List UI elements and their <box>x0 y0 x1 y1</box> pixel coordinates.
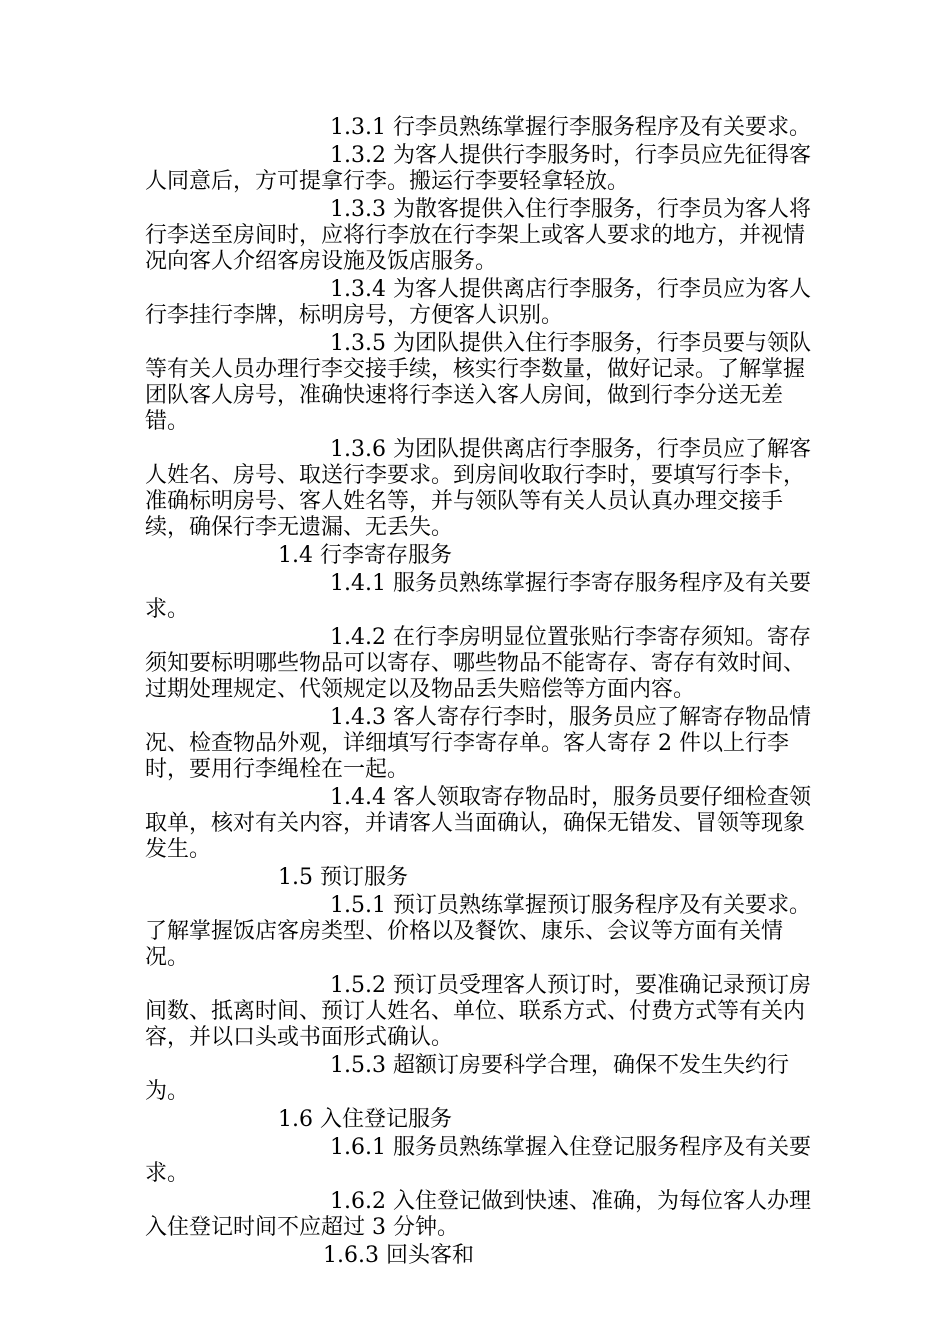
paragraph-1-3-6: 1.3.6 为团队提供离店行李服务，行李员应了解客人姓名、房号、取送行李要求。到房间收取行李时，要填写行李卡，准确标明房号、客人姓名等，并与领队等有关人员认真办理交接手续，确保行李无遗漏、无丢失。 <box>145 437 811 540</box>
paragraph-1-5-1: 1.5.1 预订员熟练掌握预订服务程序及有关要求。了解掌握饭店客房类型、价格以及餐饮、康乐、会议等方面有关情况。 <box>145 893 811 970</box>
paragraph-1-3-4: 1.3.4 为客人提供离店行李服务，行李员应为客人行李挂行李牌，标明房号，方便客人识别。 <box>145 277 811 328</box>
paragraph-1-4-1: 1.4.1 服务员熟练掌握行李寄存服务程序及有关要求。 <box>145 571 811 622</box>
paragraph-1-3-1: 1.3.1 行李员熟练掌握行李服务程序及有关要求。 <box>330 115 811 140</box>
paragraph-1-3-3: 1.3.3 为散客提供入住行李服务，行李员为客人将行李送至房间时，应将行李放在行李架上或客人要求的地方，并视情况向客人介绍客房设施及饭店服务。 <box>145 197 811 274</box>
paragraph-1-4-2: 1.4.2 在行李房明显位置张贴行李寄存须知。寄存须知要标明哪些物品可以寄存、哪些物品不能寄存、寄存有效时间、过期处理规定、代领规定以及物品丢失赔偿等方面内容。 <box>145 625 811 702</box>
paragraph-1-6-2: 1.6.2 入住登记做到快速、准确，为每位客人办理入住登记时间不应超过 3 分钟。 <box>145 1189 811 1240</box>
section-heading-1-5: 1.5 预订服务 <box>278 865 408 890</box>
paragraph-1-4-3: 1.4.3 客人寄存行李时，服务员应了解寄存物品情况、检查物品外观，详细填写行李寄存单。客人寄存 2 件以上行李时，要用行李绳栓在一起。 <box>145 705 811 782</box>
paragraph-1-4-4: 1.4.4 客人领取寄存物品时，服务员要仔细检查领取单，核对有关内容，并请客人当面确认，确保无错发、冒领等现象发生。 <box>145 785 811 862</box>
paragraph-1-3-5: 1.3.5 为团队提供入住行李服务，行李员要与领队等有关人员办理行李交接手续，核实行李数量，做好记录。了解掌握团队客人房号，准确快速将行李送入客人房间，做到行李分送无差错。 <box>145 331 811 434</box>
paragraph-1-5-2: 1.5.2 预订员受理客人预订时，要准确记录预订房间数、抵离时间、预订人姓名、单位、联系方式、付费方式等有关内容，并以口头或书面形式确认。 <box>145 973 811 1050</box>
document-body <box>145 115 815 1271</box>
section-heading-1-4: 1.4 行李寄存服务 <box>278 543 452 568</box>
paragraph-1-6-1: 1.6.1 服务员熟练掌握入住登记服务程序及有关要求。 <box>145 1135 811 1186</box>
section-heading-1-6: 1.6 入住登记服务 <box>278 1107 452 1132</box>
paragraph-1-6-3-fragment: 1.6.3 回头客和 <box>323 1243 474 1268</box>
paragraph-1-3-2: 1.3.2 为客人提供行李服务时，行李员应先征得客人同意后，方可提拿行李。搬运行李要轻拿轻放。 <box>145 143 811 194</box>
paragraph-1-5-3: 1.5.3 超额订房要科学合理，确保不发生失约行为。 <box>145 1053 789 1104</box>
